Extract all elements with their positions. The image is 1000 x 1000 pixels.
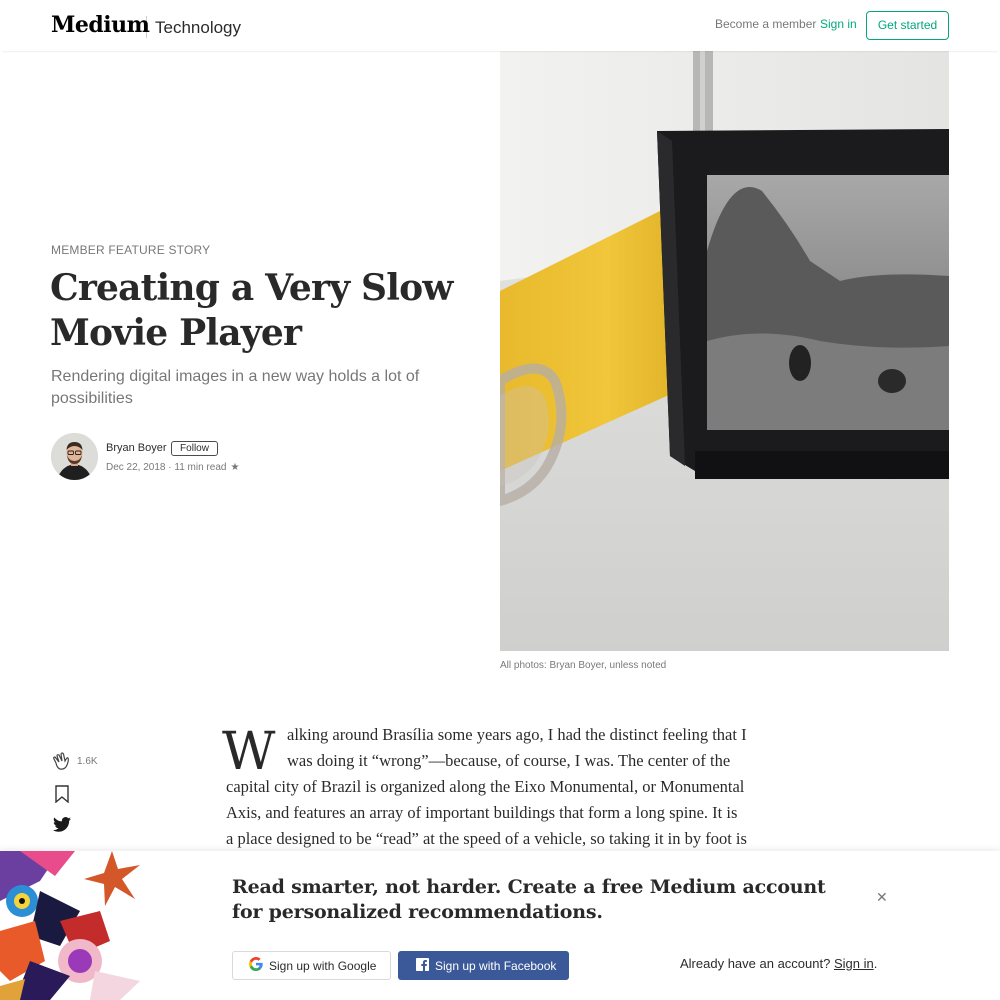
article-title: Creating a Very Slow Movie Player (50, 267, 453, 354)
already-text: Already have an account? (680, 956, 831, 971)
signup-banner (0, 851, 1000, 1000)
top-navbar (0, 0, 1000, 51)
post-meta (106, 462, 239, 473)
bookmark-icon[interactable] (55, 785, 69, 808)
drop-cap: W (222, 722, 276, 782)
member-star-icon: ★ (230, 462, 240, 473)
article-subtitle: Rendering digital images in a new way holds a lot of possibilities (51, 368, 420, 407)
signup-google-label: Sign up with Google (269, 958, 377, 973)
paragraph-line: Axis, and features an array of important buildings that form a long spine. It is (226, 803, 738, 822)
sign-in-link[interactable]: Sign in (820, 17, 857, 31)
signup-google-button[interactable] (232, 951, 391, 980)
twitter-icon[interactable] (53, 817, 71, 837)
post-date-readtime: Dec 22, 2018 · 11 min read (106, 462, 227, 473)
follow-button[interactable]: Follow (171, 441, 218, 456)
paragraph-line: alking around Brasília some years ago, I had the distinct feeling that I (287, 725, 747, 744)
story-kicker: MEMBER FEATURE STORY (51, 243, 211, 257)
facebook-logo-icon (416, 958, 429, 974)
publication-section-link[interactable]: Technology (155, 18, 242, 37)
close-icon[interactable]: ✕ (876, 889, 888, 905)
banner-headline: Read smarter, not harder. Create a free Medium account for personalized recommendations. (232, 876, 826, 923)
image-caption: All photos: Bryan Boyer, unless noted (500, 660, 667, 671)
clap-count: 1.6K (77, 756, 98, 767)
author-name[interactable]: Bryan Boyer (106, 442, 167, 454)
google-icon (249, 957, 263, 974)
paragraph-line: was doing it “wrong”—because, of course, I was. The center of the (287, 751, 731, 770)
author-avatar[interactable] (51, 433, 98, 480)
hero-image (500, 51, 949, 651)
overlay-sign-in-link[interactable]: Sign in (833, 956, 874, 971)
signup-facebook-label: Sign up with Facebook (435, 958, 557, 973)
paragraph-line: capital city of Brazil is organized along the Eixo Monumental, or Monumental (226, 777, 745, 796)
clap-icon[interactable] (51, 751, 71, 776)
banner-illustration (0, 851, 145, 1000)
signup-facebook-button[interactable] (398, 951, 569, 980)
get-started-button[interactable]: Get started (866, 11, 949, 40)
become-member-link[interactable]: Become a member (715, 17, 817, 31)
medium-logo[interactable]: Medium (51, 12, 150, 38)
logo-divider (146, 16, 147, 38)
already-have-account: Already have an account? Sign in. (680, 956, 878, 971)
paragraph-line: a place designed to be “read” at the speed of a vehicle, so taking it in by foot is (226, 829, 747, 848)
